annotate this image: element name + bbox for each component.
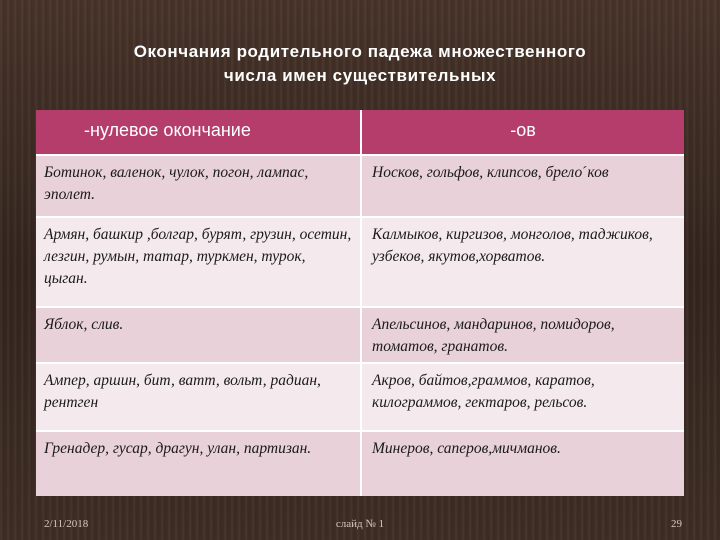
table-row	[36, 363, 684, 431]
table-row	[36, 217, 684, 307]
header-zero-ending: -нулевое окончание	[36, 110, 361, 155]
table-cell-ov: Апельсинов, мандаринов, помидоров, томатов, гранатов.	[361, 307, 684, 363]
table-cell-ov: Акров, байтов,граммов, каратов, килограммов, гектаров, рельсов.	[361, 363, 684, 431]
table-cell-ov: Калмыков, киргизов, монголов, таджиков, узбеков, якутов,хорватов.	[361, 217, 684, 307]
table-row	[36, 431, 684, 496]
footer-page-number: 29	[671, 518, 682, 530]
table-row	[36, 155, 684, 217]
table-cell-ov: Минеров, саперов,мичманов.	[361, 431, 684, 496]
footer-slide-label: слайд № 1	[335, 518, 385, 530]
slide-title-line2: числа имен существительных	[223, 66, 497, 85]
table-cell-zero: Ампер, аршин, бит, ватт, вольт, радиан, рентген	[36, 363, 361, 431]
table-cell-zero: Армян, башкир ,болгар, бурят, грузин, осетин, лезгин, румын, татар, туркмен, турок, цыган.	[36, 217, 361, 307]
table-cell-zero: Ботинок, валенок, чулок, погон, лампас, эполет.	[36, 155, 361, 217]
table-row	[36, 307, 684, 363]
table-cell-zero: Гренадер, гусар, драгун, улан, партизан.	[36, 431, 361, 496]
slide-title	[0, 40, 720, 88]
header-ov-ending: -ов	[361, 110, 684, 155]
endings-table	[36, 110, 684, 496]
table-cell-ov: Носков, гольфов, клипсов, брелоˊков	[361, 155, 684, 217]
slide-title-line1: Окончания родительного падежа множественного	[133, 42, 587, 61]
table-header-row	[36, 110, 684, 155]
footer-date: 2/11/2018	[44, 518, 89, 530]
table-cell-zero: Яблок, слив.	[36, 307, 361, 363]
